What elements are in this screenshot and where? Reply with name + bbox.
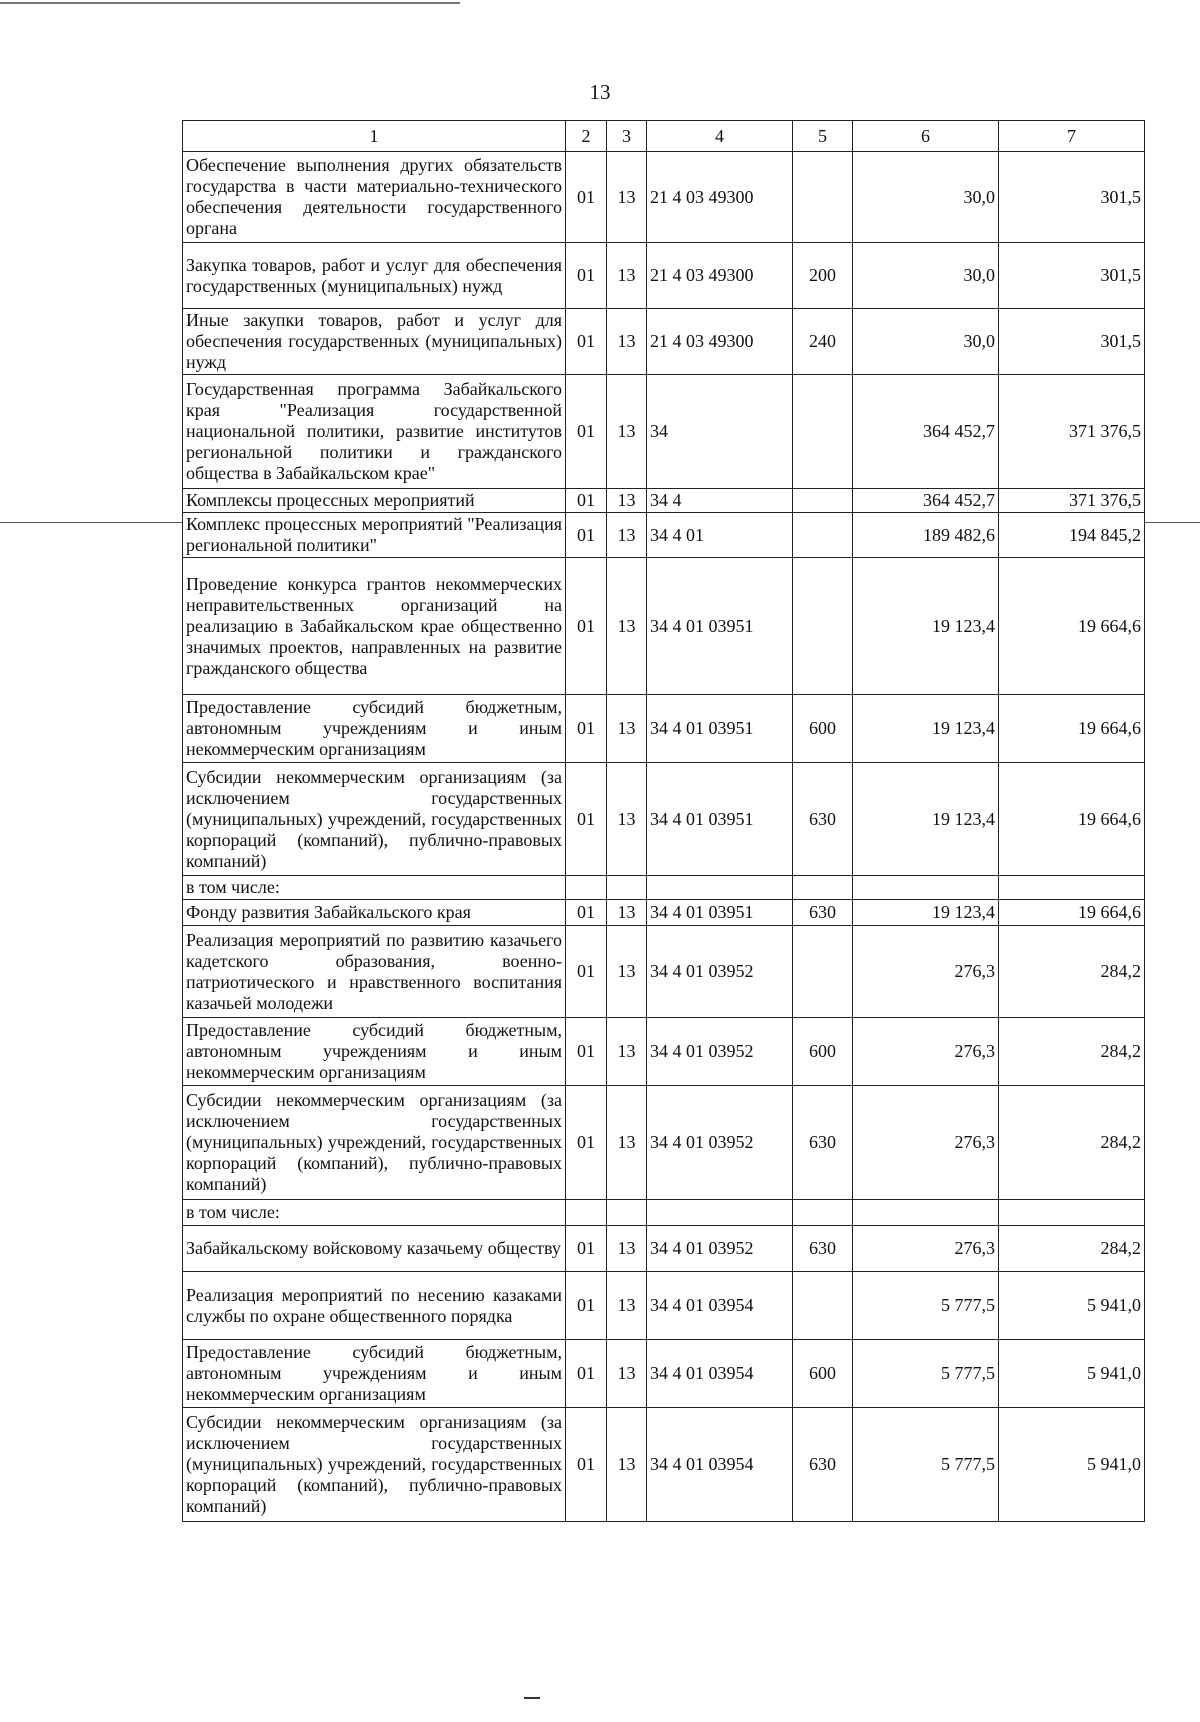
cell-section: 01 [566, 309, 607, 375]
cell-name: Обеспечение выполнения других обязательств государства в части материально-технического обеспечения деятельности государственного органа [183, 152, 566, 243]
footer-dash [524, 1697, 540, 1699]
cell-amount-year-1: 30,0 [853, 309, 999, 375]
table-row [183, 375, 1145, 489]
page-number: 13 [589, 80, 611, 104]
cell-subsection: 13 [607, 763, 647, 876]
cell-amount-year-2: 284,2 [999, 1226, 1145, 1272]
cell-expense-type [793, 375, 853, 489]
table-header-row [183, 121, 1145, 152]
cell-amount-year-2: 284,2 [999, 926, 1145, 1018]
cell-target-article: 34 4 01 03952 [647, 1086, 793, 1200]
cell-expense-type [793, 876, 853, 900]
cell-amount-year-2: 19 664,6 [999, 900, 1145, 926]
cell-target-article: 21 4 03 49300 [647, 243, 793, 309]
scan-edge-line [0, 2, 460, 4]
cell-section: 01 [566, 900, 607, 926]
cell-expense-type: 630 [793, 1086, 853, 1200]
cell-amount-year-2: 284,2 [999, 1086, 1145, 1200]
header-col-1: 1 [183, 121, 566, 152]
cell-amount-year-1: 19 123,4 [853, 763, 999, 876]
cell-name: Комплексы процессных мероприятий [183, 489, 566, 513]
cell-amount-year-2: 301,5 [999, 152, 1145, 243]
cell-section: 01 [566, 1226, 607, 1272]
header-col-6: 6 [853, 121, 999, 152]
cell-amount-year-1: 276,3 [853, 1018, 999, 1086]
cell-amount-year-2: 19 664,6 [999, 695, 1145, 763]
header-col-7: 7 [999, 121, 1145, 152]
cell-amount-year-2: 371 376,5 [999, 489, 1145, 513]
table-row [183, 926, 1145, 1018]
cell-expense-type [793, 489, 853, 513]
cell-subsection [607, 1200, 647, 1226]
cell-target-article: 34 [647, 375, 793, 489]
cell-subsection: 13 [607, 926, 647, 1018]
cell-amount-year-1: 364 452,7 [853, 375, 999, 489]
cell-target-article: 34 4 01 03952 [647, 926, 793, 1018]
cell-name: Иные закупки товаров, работ и услуг для обеспечения государственных (муниципальных) нужд [183, 309, 566, 375]
table-row [183, 243, 1145, 309]
cell-name: Реализация мероприятий по несению казаками службы по охране общественного порядка [183, 1272, 566, 1340]
cell-section: 01 [566, 1340, 607, 1408]
cell-name: Реализация мероприятий по развитию казачьего кадетского образования, военно-патриотического и нравственного воспитания казачьей молодежи [183, 926, 566, 1018]
header-col-2: 2 [566, 121, 607, 152]
cell-amount-year-1: 5 777,5 [853, 1408, 999, 1522]
fold-line-left [0, 522, 182, 523]
table-row [183, 1272, 1145, 1340]
cell-section: 01 [566, 152, 607, 243]
cell-amount-year-2 [999, 876, 1145, 900]
cell-target-article: 34 4 01 03954 [647, 1340, 793, 1408]
cell-amount-year-2: 19 664,6 [999, 763, 1145, 876]
table-row [183, 1200, 1145, 1226]
cell-amount-year-2: 5 941,0 [999, 1340, 1145, 1408]
cell-expense-type: 240 [793, 309, 853, 375]
cell-name: Комплекс процессных мероприятий "Реализация региональной политики" [183, 513, 566, 558]
cell-expense-type: 630 [793, 763, 853, 876]
cell-name: в том числе: [183, 876, 566, 900]
fold-line-right [1144, 522, 1200, 523]
cell-subsection: 13 [607, 900, 647, 926]
table-row [183, 763, 1145, 876]
cell-expense-type: 630 [793, 1226, 853, 1272]
cell-expense-type [793, 513, 853, 558]
cell-subsection: 13 [607, 152, 647, 243]
cell-name: Субсидии некоммерческим организациям (за исключением государственных (муниципальных) учреждений, государственных корпораций (компаний), публично-правовых компаний) [183, 1086, 566, 1200]
cell-amount-year-1: 276,3 [853, 1226, 999, 1272]
cell-subsection: 13 [607, 309, 647, 375]
cell-expense-type [793, 1272, 853, 1340]
cell-subsection: 13 [607, 1018, 647, 1086]
cell-subsection: 13 [607, 558, 647, 695]
cell-target-article: 34 4 01 03951 [647, 763, 793, 876]
cell-name: Государственная программа Забайкальского края "Реализация государственной национальной политики, развитие институтов региональной политики и гражданского общества в Забайкальском крае" [183, 375, 566, 489]
cell-name: Закупка товаров, работ и услуг для обеспечения государственных (муниципальных) нужд [183, 243, 566, 309]
cell-amount-year-2: 5 941,0 [999, 1272, 1145, 1340]
header-col-5: 5 [793, 121, 853, 152]
cell-section: 01 [566, 243, 607, 309]
cell-section: 01 [566, 695, 607, 763]
cell-target-article: 34 4 01 03951 [647, 558, 793, 695]
table-row [183, 1340, 1145, 1408]
cell-amount-year-1: 19 123,4 [853, 695, 999, 763]
cell-target-article [647, 1200, 793, 1226]
cell-target-article [647, 876, 793, 900]
cell-section: 01 [566, 1018, 607, 1086]
cell-name: Забайкальскому войсковому казачьему обществу [183, 1226, 566, 1272]
cell-section: 01 [566, 375, 607, 489]
cell-name: в том числе: [183, 1200, 566, 1226]
cell-expense-type: 630 [793, 900, 853, 926]
cell-name: Предоставление субсидий бюджетным, автономным учреждениям и иным некоммерческим организациям [183, 1340, 566, 1408]
cell-amount-year-1: 5 777,5 [853, 1272, 999, 1340]
cell-amount-year-2: 5 941,0 [999, 1408, 1145, 1522]
cell-expense-type: 200 [793, 243, 853, 309]
cell-target-article: 21 4 03 49300 [647, 309, 793, 375]
cell-amount-year-1: 276,3 [853, 926, 999, 1018]
cell-amount-year-1: 276,3 [853, 1086, 999, 1200]
cell-section [566, 1200, 607, 1226]
cell-amount-year-1: 30,0 [853, 243, 999, 309]
cell-target-article: 34 4 [647, 489, 793, 513]
cell-amount-year-1: 364 452,7 [853, 489, 999, 513]
table-row [183, 1408, 1145, 1522]
cell-target-article: 34 4 01 03954 [647, 1272, 793, 1340]
cell-subsection: 13 [607, 375, 647, 489]
cell-expense-type [793, 152, 853, 243]
cell-expense-type [793, 926, 853, 1018]
cell-target-article: 34 4 01 [647, 513, 793, 558]
cell-expense-type: 600 [793, 695, 853, 763]
table-row [183, 558, 1145, 695]
cell-expense-type: 630 [793, 1408, 853, 1522]
cell-amount-year-2: 301,5 [999, 243, 1145, 309]
cell-amount-year-1: 30,0 [853, 152, 999, 243]
cell-target-article: 21 4 03 49300 [647, 152, 793, 243]
cell-name: Предоставление субсидий бюджетным, автономным учреждениям и иным некоммерческим организациям [183, 695, 566, 763]
cell-subsection: 13 [607, 1340, 647, 1408]
cell-target-article: 34 4 01 03952 [647, 1226, 793, 1272]
table-body [183, 152, 1145, 1522]
table-row [183, 489, 1145, 513]
cell-subsection: 13 [607, 1226, 647, 1272]
cell-section [566, 876, 607, 900]
cell-amount-year-2 [999, 1200, 1145, 1226]
cell-subsection: 13 [607, 1408, 647, 1522]
cell-amount-year-1: 189 482,6 [853, 513, 999, 558]
cell-amount-year-1 [853, 876, 999, 900]
cell-section: 01 [566, 489, 607, 513]
table-row [183, 900, 1145, 926]
table-row [183, 1226, 1145, 1272]
cell-name: Субсидии некоммерческим организациям (за исключением государственных (муниципальных) учреждений, государственных корпораций (компаний), публично-правовых компаний) [183, 763, 566, 876]
cell-target-article: 34 4 01 03951 [647, 695, 793, 763]
cell-name: Проведение конкурса грантов некоммерческих неправительственных организаций на реализацию в Забайкальском крае общественно значимых проектов, направленных на развитие гражданского общества [183, 558, 566, 695]
cell-section: 01 [566, 513, 607, 558]
cell-section: 01 [566, 926, 607, 1018]
cell-subsection: 13 [607, 489, 647, 513]
cell-target-article: 34 4 01 03952 [647, 1018, 793, 1086]
cell-section: 01 [566, 1086, 607, 1200]
cell-subsection: 13 [607, 695, 647, 763]
cell-subsection: 13 [607, 243, 647, 309]
table-row [183, 695, 1145, 763]
header-col-4: 4 [647, 121, 793, 152]
cell-subsection [607, 876, 647, 900]
table-row [183, 513, 1145, 558]
cell-amount-year-1: 19 123,4 [853, 558, 999, 695]
table-row [183, 309, 1145, 375]
budget-table [182, 120, 1145, 1522]
cell-amount-year-2: 194 845,2 [999, 513, 1145, 558]
cell-subsection: 13 [607, 1086, 647, 1200]
cell-amount-year-2: 19 664,6 [999, 558, 1145, 695]
cell-section: 01 [566, 558, 607, 695]
cell-expense-type: 600 [793, 1018, 853, 1086]
table-row [183, 876, 1145, 900]
cell-section: 01 [566, 1272, 607, 1340]
header-col-3: 3 [607, 121, 647, 152]
cell-section: 01 [566, 1408, 607, 1522]
cell-expense-type [793, 1200, 853, 1226]
cell-amount-year-1: 19 123,4 [853, 900, 999, 926]
cell-expense-type: 600 [793, 1340, 853, 1408]
table-row [183, 1086, 1145, 1200]
cell-subsection: 13 [607, 1272, 647, 1340]
cell-amount-year-2: 284,2 [999, 1018, 1145, 1086]
cell-expense-type [793, 558, 853, 695]
table-row [183, 1018, 1145, 1086]
cell-name: Субсидии некоммерческим организациям (за исключением государственных (муниципальных) учреждений, государственных корпораций (компаний), публично-правовых компаний) [183, 1408, 566, 1522]
cell-section: 01 [566, 763, 607, 876]
cell-amount-year-1: 5 777,5 [853, 1340, 999, 1408]
cell-target-article: 34 4 01 03951 [647, 900, 793, 926]
cell-amount-year-2: 371 376,5 [999, 375, 1145, 489]
cell-amount-year-1 [853, 1200, 999, 1226]
cell-amount-year-2: 301,5 [999, 309, 1145, 375]
table-row [183, 152, 1145, 243]
cell-target-article: 34 4 01 03954 [647, 1408, 793, 1522]
cell-name: Фонду развития Забайкальского края [183, 900, 566, 926]
cell-subsection: 13 [607, 513, 647, 558]
cell-name: Предоставление субсидий бюджетным, автономным учреждениям и иным некоммерческим организациям [183, 1018, 566, 1086]
